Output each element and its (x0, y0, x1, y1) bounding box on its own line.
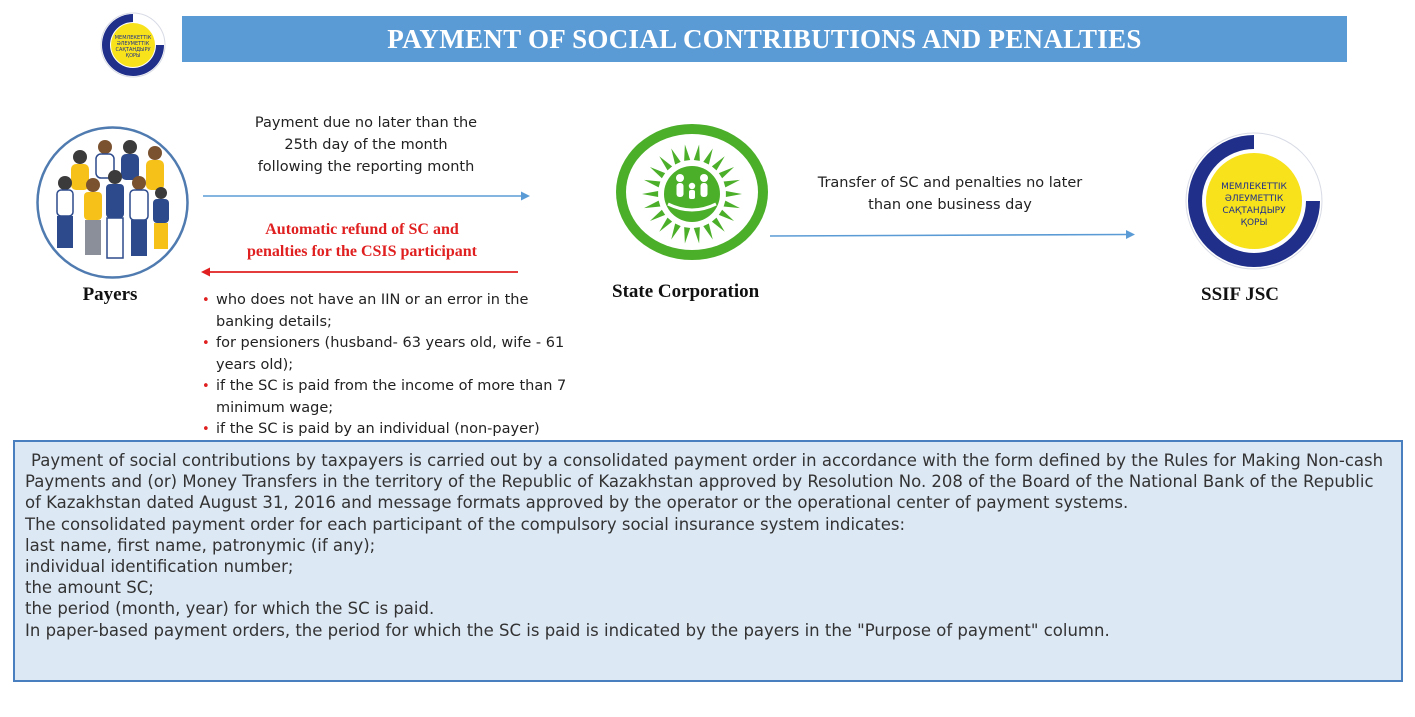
header-logo (99, 11, 167, 79)
info-paragraph: Payment of social contributions by taxpayers is carried out by a consolidated payment order in accordance with the form defined by the Rules for Making Non-cash Payments and (or) Money Transfers in the territory of the Republic of Kazakhstan approved by Resolution No. 208 of the Board of the National Bank of the Republic of Kazakhstan dated August 31, 2016 and message formats approved by the operator or the operational center of payment systems. (25, 451, 1384, 513)
bullet-icon: • (202, 422, 210, 437)
payers-illustration (35, 125, 190, 280)
info-line-2: last name, first name, patronymic (if any); (25, 535, 376, 555)
info-line-1: The consolidated payment order for each participant of the compulsory social insurance system indicates: (25, 514, 906, 534)
payment-due-caption (204, 112, 528, 178)
list-item: • who does not have an IIN or an error in the banking details; (202, 292, 529, 330)
refund-reasons (201, 290, 581, 441)
info-line-3: individual identification number; (25, 557, 294, 577)
refund-line-2: penalties for the CSIS participant (247, 243, 477, 260)
payment-due-line-3: following the reporting month (257, 159, 475, 175)
ssif-logo (1184, 131, 1324, 271)
list-item: • if the SC is paid by an individual (non-payer) (201, 419, 581, 441)
svg-text:МЕМЛЕКЕТТІК: МЕМЛЕКЕТТІК (1221, 182, 1287, 192)
info-line-4: the amount SC; (25, 578, 154, 598)
bullet-icon: • (202, 336, 210, 351)
payment-due-line-2: 25th day of the month (284, 137, 448, 153)
transfer-line-2: than one business day (868, 197, 1032, 213)
page-title: PAYMENT OF SOCIAL CONTRIBUTIONS AND PENALTIES (387, 23, 1142, 54)
title-bar (182, 16, 1347, 62)
svg-text:САҚТАНДЫРУ: САҚТАНДЫРУ (1222, 206, 1286, 216)
svg-text:САҚТАНДЫРУ: САҚТАНДЫРУ (115, 47, 151, 53)
refund-caption (212, 219, 512, 263)
svg-text:ҚОРЫ: ҚОРЫ (125, 53, 141, 59)
info-line-6: In paper-based payment orders, the period for which the SC is paid is indicated by the payers in the "Purpose of payment" column. (25, 620, 1110, 640)
info-line-5: the period (month, year) for which the SC is paid. (25, 599, 435, 619)
bullet-icon: • (202, 293, 210, 308)
transfer-line-1: Transfer of SC and penalties no later (817, 175, 1083, 191)
payment-due-line-1: Payment due no later than the (254, 115, 478, 131)
payment-arrow (203, 188, 533, 202)
svg-text:ҚОРЫ: ҚОРЫ (1240, 218, 1268, 228)
ssif-label: SSIF JSC (1201, 284, 1279, 305)
state-corporation-label: State Corporation (612, 281, 760, 302)
list-item: • for pensioners (husband- 63 years old, wife - 61 years old); (202, 335, 565, 373)
payers-label: Payers (82, 284, 138, 305)
svg-text:МЕМЛЕКЕТТІК: МЕМЛЕКЕТТІК (114, 35, 152, 41)
info-box (13, 440, 1403, 682)
svg-text:ӘЛЕУМЕТТІК: ӘЛЕУМЕТТІК (116, 41, 150, 47)
list-item: • if the SC is paid from the income of more than 7 minimum wage; (202, 378, 567, 416)
transfer-arrow (770, 227, 1138, 241)
bullet-icon: • (202, 379, 210, 394)
svg-text:ӘЛЕУМЕТТІК: ӘЛЕУМЕТТІК (1224, 194, 1284, 204)
transfer-caption (790, 172, 1110, 216)
refund-arrow (200, 264, 522, 278)
refund-line-1: Automatic refund of SC and (265, 221, 459, 238)
state-corporation-logo (612, 120, 772, 260)
